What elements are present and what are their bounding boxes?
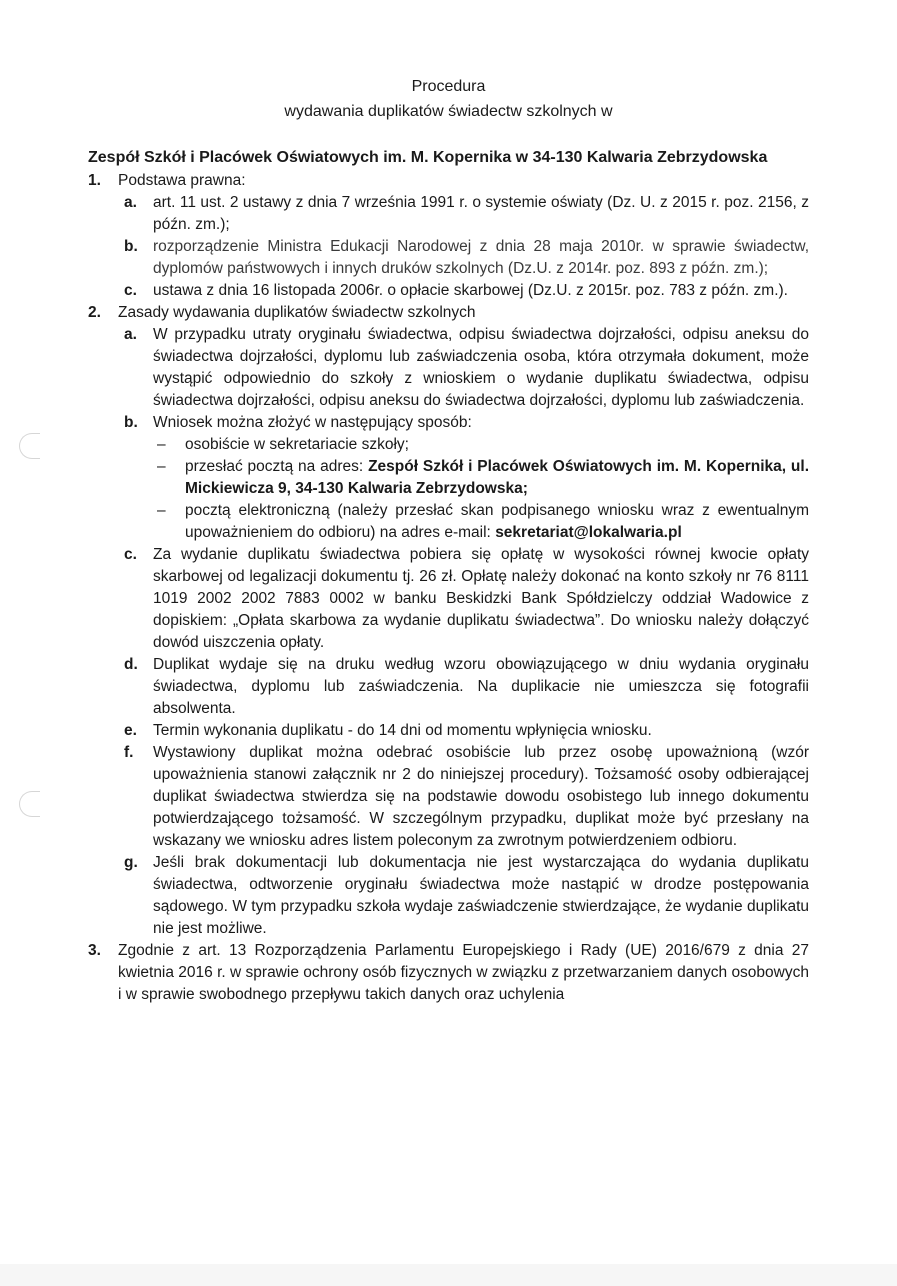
item-text: pocztą elektroniczną (należy przesłać skan podpisanego wniosku wraz z ewentualnym upoważnieniem do odbioru) na adres e-mail: — [185, 502, 809, 541]
legal-basis-list — [118, 192, 809, 302]
item-text: W przypadku utraty oryginału świadectwa, odpisu świadectwa dojrzałości, odpisu aneksu do świadectwa dojrzałości, dyplomu lub zaświadczenia osoba, która otrzymała dokument, może wystąpić odpowiednio do szkoły z wnioskiem o wydanie duplikatu świadectwa, odpisu świadectwa dojrzałości, odpisu aneksu do świadectwa dojrzałości, dyplomu lub zaświadczenia. — [153, 326, 809, 409]
item-letter: c. — [124, 546, 137, 563]
item-text: Za wydanie duplikatu świadectwa pobiera się opłatę w wysokości równej kwocie opłaty skarbowej od legalizacji dokumentu tj. 26 zł. Opłatę należy dokonać na konto szkoły nr 76 8111 1019 2002 2002 7883 0002 w banku Beskidzki Bank Spółdzielczy oddział Wadowice z dopiskiem: „Opłata skarbowa za wydanie duplikatu świadectwa”. Do wniosku należy dołączyć dowód uiszczenia opłaty. — [153, 546, 809, 651]
document-title: Procedura — [411, 78, 486, 95]
item-letter: c. — [124, 282, 137, 299]
dash-bullet: – — [157, 458, 166, 475]
punch-hole-mark — [19, 433, 40, 459]
section-title: Zasady wydawania duplikatów świadectw szkolnych — [118, 304, 476, 321]
section-text: Zgodnie z art. 13 Rozporządzenia Parlamentu Europejskiego i Rady (UE) 2016/679 z dnia 27 kwietnia 2016 r. w sprawie ochrony osób fizycznych w związku z przetwarzaniem danych osobowych i w sprawie swobodnego przepływu takich danych oraz uchylenia — [118, 942, 809, 1003]
email-address: sekretariat@lokalwaria.pl — [495, 524, 682, 541]
section-rules — [88, 302, 809, 940]
list-item — [118, 742, 809, 852]
list-item — [118, 544, 809, 654]
school-address: Zespół Szkół i Placówek Oświatowych im. M. Kopernika, ul. Mickiewicza 9, 34-130 Kalwaria Zebrzydowska; — [185, 458, 809, 497]
item-text: przesłać pocztą na adres: — [185, 458, 369, 475]
section-number: 2. — [88, 304, 101, 321]
item-text: Termin wykonania duplikatu - do 14 dni od momentu wpłynięcia wniosku. — [153, 722, 652, 739]
list-item — [118, 324, 809, 412]
submission-methods-list — [153, 434, 809, 544]
list-item — [153, 434, 809, 456]
list-item — [153, 500, 809, 544]
list-item — [118, 412, 809, 544]
list-item — [118, 654, 809, 720]
item-letter: d. — [124, 656, 138, 673]
section-number: 3. — [88, 942, 101, 959]
item-letter: b. — [124, 414, 138, 431]
item-text: art. 11 ust. 2 ustawy z dnia 7 września 1991 r. o systemie oświaty (Dz. U. z 2015 r. poz. 2156, z późn. zm.); — [153, 194, 809, 233]
item-letter: g. — [124, 854, 138, 871]
item-letter: e. — [124, 722, 137, 739]
section-title: Podstawa prawna: — [118, 172, 246, 189]
item-letter: b. — [124, 238, 138, 255]
item-text: ustawa z dnia 16 listopada 2006r. o opłacie skarbowej (Dz.U. z 2015r. poz. 783 z późn. zm.). — [153, 282, 788, 299]
list-item — [118, 192, 809, 236]
main-list — [88, 170, 809, 1006]
list-item — [118, 720, 809, 742]
item-letter: a. — [124, 326, 137, 343]
item-letter: f. — [124, 744, 134, 761]
list-item — [118, 852, 809, 940]
dash-bullet: – — [157, 502, 166, 519]
school-name: Zespół Szkół i Placówek Oświatowych im. M. Kopernika w 34-130 Kalwaria Zebrzydowska — [88, 149, 768, 166]
item-text: Wniosek można złożyć w następujący sposób: — [153, 414, 472, 431]
section-legal-basis — [88, 170, 809, 302]
document-body — [88, 170, 809, 1006]
item-letter: a. — [124, 194, 137, 211]
list-item — [118, 236, 809, 280]
document-subtitle: wydawania duplikatów świadectw szkolnych w — [284, 103, 613, 120]
item-text: osobiście w sekretariacie szkoły; — [185, 436, 409, 453]
punch-hole-mark — [19, 791, 40, 817]
section-gdpr — [88, 940, 809, 1006]
item-text: rozporządzenie Ministra Edukacji Narodowej z dnia 28 maja 2010r. w sprawie świadectw, dyplomów państwowych i innych druków szkolnych (Dz.U. z 2014r. poz. 893 z późn. zm.); — [153, 238, 809, 277]
item-text: Jeśli brak dokumentacji lub dokumentacja nie jest wystarczająca do wydania duplikatu świadectwa, odtworzenie oryginału świadectwa może nastąpić w drodze postępowania sądowego. W tym przypadku szkoła wydaje zaświadczenie stwierdzające, że wydanie duplikatu nie jest możliwe. — [153, 854, 809, 937]
dash-bullet: – — [157, 436, 166, 453]
list-item — [153, 456, 809, 500]
section-number: 1. — [88, 172, 101, 189]
page-bottom-edge — [0, 1264, 897, 1286]
item-text: Wystawiony duplikat można odebrać osobiście lub przez osobę upoważnioną (wzór upoważnienia stanowi załącznik nr 2 do niniejszej procedury). Tożsamość osoby odbierającej duplikat świadectwa stwierdza się na podstawie dowodu osobistego lub innego dokumentu potwierdzającego tożsamość. W szczególnym przypadku, duplikat może być przesłany na wskazany we wniosku adres listem poleconym za zwrotnym potwierdzeniem odbioru. — [153, 744, 809, 849]
item-text: Duplikat wydaje się na druku według wzoru obowiązującego w dniu wydania oryginału świadectwa, dyplomu lub zaświadczenia. Na duplikacie nie umieszcza się fotografii absolwenta. — [153, 656, 809, 717]
list-item — [118, 280, 809, 302]
rules-list — [118, 324, 809, 940]
